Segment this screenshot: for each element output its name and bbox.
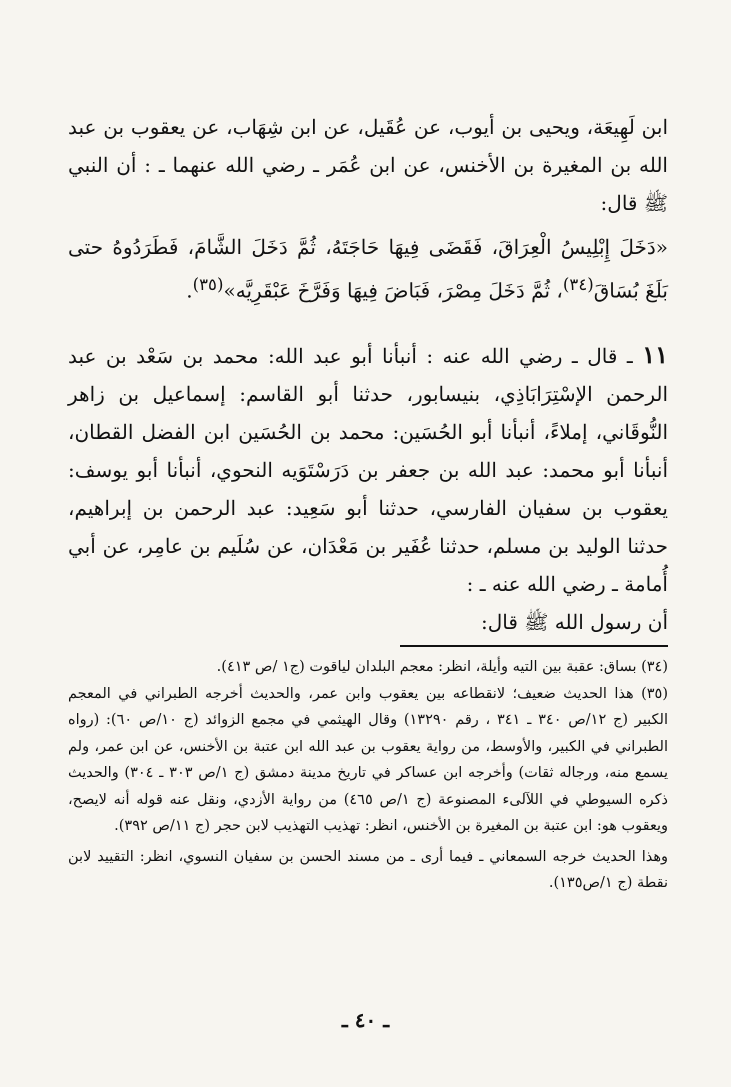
closing-line: أن رسول الله ﷺ قال: — [480, 609, 668, 634]
hadith-11-paragraph — [68, 336, 668, 603]
footnote-separator — [400, 645, 668, 647]
footnote-ref-35[interactable]: (٣٥) — [192, 275, 224, 294]
hadith-11-isnad: ـ قال ـ رضي الله عنه : أنبأنا أبو عبد الله: محمد بن سَعْد بن عبد الرحمن الإسْتِرَابَاذِي، بنيسابور، حدثنا أبو القاسم: إسماعيل بن زاهر النُّوقَاني، إملاءً، أنبأنا أبو الحُسَين: محمد بن الحُسَين ابن الفضل القطان، أنبأنا أبو محمد: عبد الله بن جعفر بن دَرَسْتَوَيه النحوي، أنبأنا أبو يوسف: يعقوب بن سفيان الفارسي، حدثنا أبو سَعِيد: عبد الرحمن بن إبراهيم، حدثنا الوليد بن مسلم، حدثنا عُفَير بن مَعْدَان، عن سُلَيم بن عامِر، عن أبي أُمامة ـ رضي الله عنه ـ : — [68, 343, 668, 596]
footnote-35: (٣٥) هذا الحديث ضعيف؛ لانقطاعه بين يعقوب وابن عمر، والحديث أخرجه الطبراني في المعجم الكبير (ج ١٢/ص ٣٤٠ ـ ٣٤١ ، رقم ١٣٢٩٠) وقال الهيثمي في مجمع الزوائد (ج ١٠/ص ٦٠): (رواه الطبراني في الكبير، والأوسط، من رواية يعقوب بن عبد الله ابن عتبة بن الأخنس، عن ابن عمر، ولم يسمع منه، ورجاله ثقات) وأخرجه ابن عساكر في تاريخ مدينة دمشق (ج ١/ص ٣٠٣ ـ ٣٠٤) والحديث ذكره السيوطي في اللآلىء المصنوعة (ج ١/ص ٤٦٥) من رواية الأزدي، ونقل عنه قوله أنه لايصح، ويعقوب هو: ابن عتبة بن المغيرة بن الأخنس، انظر: تهذيب التهذيب لابن حجر (ج ١١/ص ٣٩٢). — [68, 685, 668, 834]
isnad-paragraph: ابن لَهِيعَة، ويحيى بن أيوب، عن عُقَيل، عن ابن شِهَاب، عن يعقوب بن عبد الله بن المغيرة بن الأخنس، عن ابن عُمَر ـ رضي الله عنهما ـ : أن النبي ﷺ قال: — [68, 115, 668, 215]
footnote-34: (٣٤) بساق: عقبة بين التيه وأيلة، انظر: معجم البلدان لياقوت (ج١ /ص ٤١٣). — [216, 659, 668, 675]
footnotes — [68, 654, 668, 897]
hadith-text — [68, 228, 668, 310]
main-text — [68, 108, 668, 641]
page-number: ـ ٤٠ ـ — [341, 1008, 390, 1032]
hadith-part1: «دَخَلَ إِبْلِيسُ الْعِرَاقَ، فَقَضَى فِيهَا حَاجَتَهُ، ثُمَّ دَخَلَ الشَّامَ، فَطَرَدُوهُ حتى بَلَغَ بُسَاقَ — [68, 235, 668, 303]
hadith-part2: ، ثُمَّ دَخَلَ مِصْرَ، فَبَاضَ فِيهَا وَفَرَّخَ عَبْقَرِيَّه» — [223, 278, 563, 303]
footnote-ref-34[interactable]: (٣٤) — [562, 275, 594, 294]
hadith-number: ١١ — [642, 339, 668, 369]
footnote-35-extra: وهذا الحديث خرجه السمعاني ـ فيما أرى ـ من مسند الحسن بن سفيان النسوي، انظر: التقييد لابن نقطة (ج ١/ص١٣٥). — [68, 848, 668, 891]
hadith-end: . — [186, 278, 193, 303]
